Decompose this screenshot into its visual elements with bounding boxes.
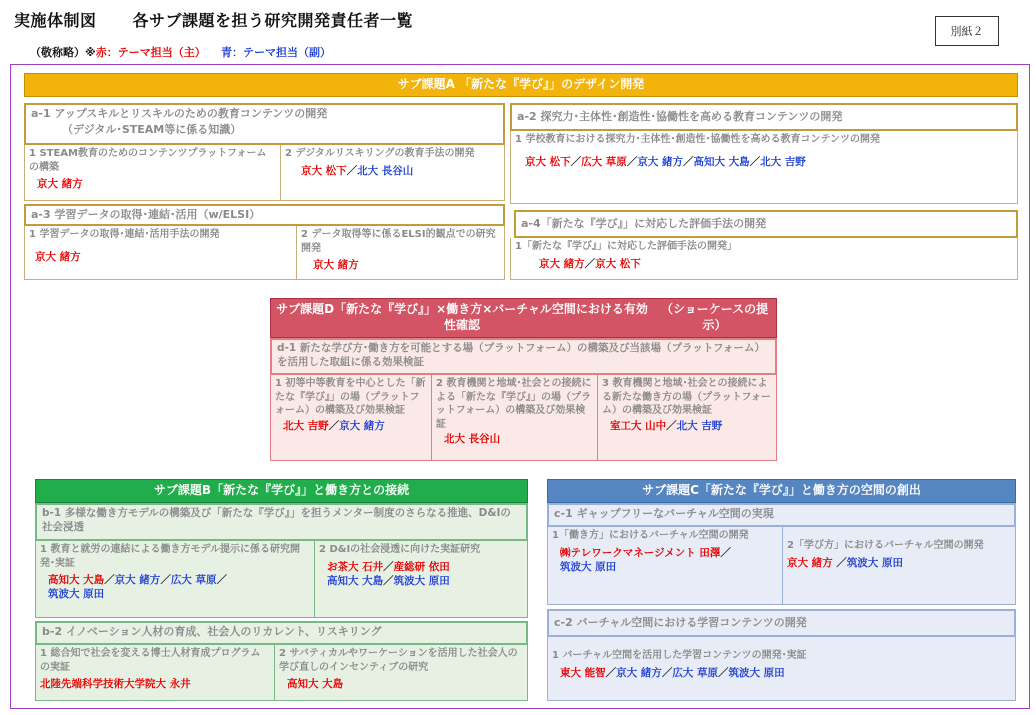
a3-item-2-text: 2 データ取得等に係るELSI的観点での研究開発 — [301, 229, 496, 254]
a1-item-1-names — [29, 177, 276, 191]
b2-item-1-text: 1 総合知で社会を変える博士人材育成プログラムの実証 — [40, 648, 261, 673]
c1-title: c-1 ギャップフリーなバーチャル空間の実現 — [554, 507, 774, 520]
subtask-a-header: サブ課題A 「新たな『学び』」のデザイン開発 — [24, 73, 1018, 97]
a1-box — [24, 103, 505, 145]
name-separator: ／ — [216, 574, 227, 586]
name-separator: ／ — [605, 666, 617, 679]
sub-lead-name: 京大 緒方 — [339, 419, 385, 432]
page-title-right: 各サブ課題を担う研究開発責任者一覧 — [132, 11, 414, 30]
name-separator: ／ — [626, 155, 638, 168]
page-title-left: 実施体制図 — [14, 11, 97, 30]
name-separator: ／ — [682, 155, 694, 168]
sub-lead-name: 高知大 大島 — [693, 155, 750, 168]
lead-name: 高知大 大島 — [287, 678, 344, 690]
sub-lead-name: 京大 緒方 — [616, 666, 662, 679]
a1-title-2: （デジタル･STEAM等に係る知識） — [62, 123, 242, 137]
b1-item-2 — [315, 541, 528, 618]
lead-name: 京大 緒方 — [539, 257, 585, 270]
a2-item-1-text: 1 学校教育における探究力･主体性･創造性･協働性を高める教育コンテンツの開発 — [515, 134, 880, 145]
a3-item-2 — [297, 226, 505, 280]
a4-item-1-text: 1「新たな『学び』」に対応した評価手法の開発」 — [515, 241, 737, 252]
attachment-badge: 別紙２ — [935, 16, 999, 46]
a1-item-1-text: 1 STEAM教育のためのコンテンツプラットフォームの構築 — [29, 148, 267, 173]
c2-box — [547, 609, 1016, 637]
b2-item-2-text: 2 サバティカルやワーケーションを活用した社会人の学び直しのインセンティブの研究 — [279, 648, 518, 673]
d1-box — [270, 338, 777, 375]
sub-lead-name: 広大 草原 — [170, 574, 217, 586]
sub-lead-name: 筑波大 原田 — [846, 556, 903, 569]
a4-title: a-4「新たな『学び』」に対応した評価手法の開発 — [521, 217, 767, 230]
lead-name: 京大 緒方 — [35, 250, 81, 263]
name-separator: ／ — [570, 155, 582, 168]
c1-item-1 — [547, 527, 783, 605]
a1-item-2-names — [285, 164, 500, 178]
c1-item-1-names — [552, 546, 778, 574]
a3-item-1-text: 1 学習データの取得･連結･活用手法の開発 — [29, 229, 220, 240]
sub-lead-name: 京大 緒方 — [637, 155, 683, 168]
name-separator: ／ — [832, 556, 847, 569]
lead-name: 北大 長谷山 — [444, 433, 501, 445]
a3-box — [24, 204, 505, 226]
b2-item-2-names — [279, 677, 523, 691]
c1-item-2-text: 2「学び方」におけるバーチャル空間の開発 — [787, 540, 984, 551]
subtask-b-header: サブ課題B「新たな『学び』」と働き方との接続 — [35, 479, 528, 503]
name-separator: ／ — [104, 574, 115, 586]
b2-item-1-names — [40, 677, 270, 691]
legend — [30, 44, 331, 60]
a3-item-1-names — [29, 250, 292, 264]
sub-lead-name: 広大 草原 — [672, 666, 718, 679]
b1-item-1-names — [40, 573, 310, 601]
b1-title: b-1 多様な働き方モデルの構築及び「新たな『学び』」を担うメンター制度のさらなる推進、D&Iの社会浸透 — [42, 507, 511, 533]
lead-name: 京大 松下 — [525, 155, 571, 168]
sub-lead-name: 筑波大 原田 — [393, 574, 450, 587]
name-separator: ／ — [661, 666, 673, 679]
b1-item-1-text: 1 教育と就労の連結による働き方モデル提示に係る研究開発･実証 — [40, 544, 300, 569]
a2-item-1 — [510, 131, 1018, 204]
b1-box — [35, 503, 528, 541]
a1-item-2-text: 2 デジタルリスキリングの教育手法の開発 — [285, 148, 475, 159]
b1-item-2-text: 2 D&Iの社会浸透に向けた実証研究 — [319, 544, 481, 555]
lead-name: 京大 緒方 — [37, 178, 83, 190]
lead-name: 広大 草原 — [581, 155, 627, 168]
b2-box — [35, 621, 528, 645]
page-title — [14, 8, 413, 31]
subtask-c-header: サブ課題C「新たな『学び』」と働き方の空間の創出 — [547, 479, 1016, 503]
d1-item-2-text: 2 教育機関と地域･社会との接続による「新たな『学び』」の場（プラットフォーム）の構築及び効果検証 — [436, 378, 592, 430]
lead-name: 北大 吉野 — [283, 419, 329, 432]
b2-item-2 — [275, 645, 528, 701]
d1-item-3-names — [602, 419, 772, 433]
c1-box — [547, 503, 1016, 527]
name-separator: ／ — [346, 164, 358, 177]
name-separator: ／ — [383, 574, 394, 587]
lead-name: 京大 緒方 — [313, 259, 359, 271]
a2-box — [510, 103, 1018, 131]
legend-prefix: （敬称略）※ — [30, 46, 96, 59]
b1-item-2-names — [319, 560, 523, 588]
d1-item-3-text: 3 教育機関と地域･社会との接続による新たな働き方の場（プラットフォーム）の構築及び効果検証 — [602, 378, 771, 416]
name-separator: ／ — [328, 419, 340, 432]
sub-lead-name: 北大 長谷山 — [357, 164, 414, 177]
lead-name: 京大 松下 — [595, 257, 641, 270]
d1-item-2-names — [436, 432, 593, 446]
subtask-d-header-line-1: サブ課題D「新たな『学び』」×働き方×バーチャル空間における有効性確認 — [276, 302, 648, 332]
a1-item-2 — [281, 145, 505, 201]
b1-item-1 — [35, 541, 315, 618]
sub-lead-name: 高知大 大島 — [327, 574, 384, 587]
a3-item-1 — [24, 226, 297, 280]
a1-title: a-1 アップスキルとリスキルのための教育コンテンツの開発 — [31, 107, 328, 120]
name-separator: ／ — [383, 560, 394, 573]
lead-name: 産総研 依田 — [393, 560, 450, 573]
subtask-d-header — [270, 298, 777, 338]
sub-lead-name: 筑波大 原田 — [48, 588, 105, 601]
sub-lead-name: 京大 緒方 — [114, 574, 161, 586]
c2-item-1-text: 1 バーチャル空間を活用した学習コンテンツの開発･実証 — [552, 650, 807, 661]
a3-title: a-3 学習データの取得･連結･活用（w/ELSI） — [31, 208, 261, 221]
lead-name: 東大 能智 — [560, 666, 606, 679]
name-separator: ／ — [584, 257, 596, 270]
d1-item-2 — [432, 375, 598, 461]
c1-item-1-text: 1「働き方」におけるバーチャル空間の開発 — [552, 530, 749, 541]
d1-item-1 — [270, 375, 432, 461]
lead-name: 京大 緒方 — [787, 556, 833, 569]
b2-title: b-2 イノベーション人材の育成、社会人のリカレント、リスキリング — [42, 625, 382, 638]
legend-sub-lead: 青：テーマ担当（副） — [221, 46, 332, 59]
a3-item-2-names — [301, 258, 500, 272]
name-separator: ／ — [720, 546, 731, 559]
a4-item-1 — [510, 238, 1018, 280]
c2-item-1 — [547, 637, 1016, 701]
lead-name: 室工大 山中 — [610, 419, 667, 432]
c2-title: c-2 バーチャル空間における学習コンテンツの開発 — [554, 616, 807, 629]
c1-item-2-names — [787, 556, 1011, 570]
name-separator: ／ — [749, 155, 761, 168]
name-separator: ／ — [717, 666, 729, 679]
a2-title: a-2 探究力･主体性･創造性･協働性を高める教育コンテンツの開発 — [517, 110, 843, 123]
sub-lead-name: 北大 吉野 — [676, 419, 723, 432]
d1-title: d-1 新たな学び方･働き方を可能とする場（プラットフォーム）の構築及び当該場（プラットフォーム）を活用した取組に係る効果検証 — [277, 342, 765, 368]
c2-item-1-names — [552, 666, 1011, 680]
a4-box — [514, 210, 1018, 238]
lead-name: お茶大 石井 — [327, 560, 384, 573]
d1-item-3 — [598, 375, 777, 461]
a4-item-1-names — [515, 257, 1013, 271]
lead-name: 北陸先端科学技術大学院大 永井 — [40, 678, 191, 690]
d1-item-1-text: 1 初等中等教育を中心とした「新たな『学び』」の場（プラットフォーム）の構築及び効果検証 — [275, 378, 426, 416]
legend-lead: 赤：テーマ担当（主） — [95, 46, 206, 59]
c1-item-2 — [783, 527, 1016, 605]
lead-name: 高知大 大島 — [48, 574, 105, 586]
sub-lead-name: 筑波大 原田 — [728, 666, 785, 679]
lead-name: ㈱テレワークマネージメント 田澤 — [560, 546, 721, 559]
lead-name: 京大 松下 — [301, 164, 347, 177]
a1-item-1 — [24, 145, 281, 201]
b2-item-1 — [35, 645, 275, 701]
a2-item-1-names — [515, 155, 1013, 169]
name-separator: ／ — [160, 574, 171, 586]
name-separator: ／ — [666, 419, 677, 432]
sub-lead-name: 筑波大 原田 — [560, 560, 617, 573]
sub-lead-name: 北大 吉野 — [760, 155, 806, 168]
subtask-d-header-line-2: （ショーケースの提示） — [660, 302, 769, 332]
d1-item-1-names — [275, 419, 427, 433]
